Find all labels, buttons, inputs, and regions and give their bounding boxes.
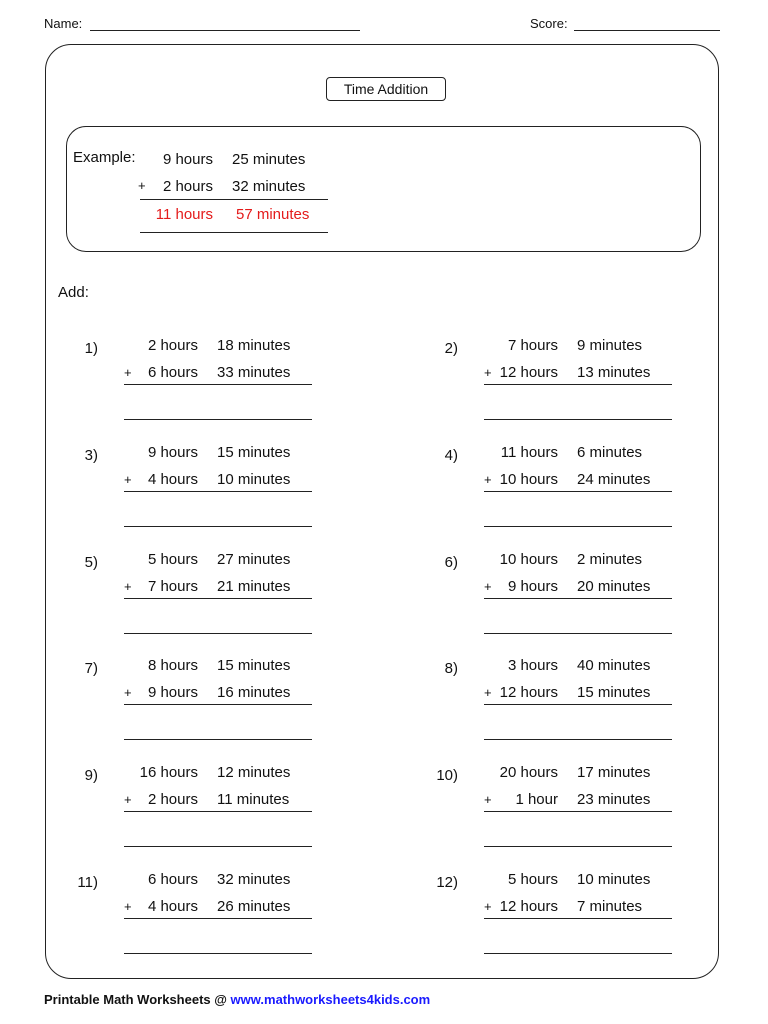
problem-row1-minutes: 18 minutes: [217, 337, 291, 354]
example-row2-minutes: 32 minutes: [232, 178, 306, 195]
problem-row2-hours: 7 hours: [147, 578, 198, 595]
plus-sign: +: [484, 472, 492, 487]
answer-line[interactable]: [124, 739, 312, 740]
example-answer-line: [140, 232, 328, 233]
problem-row1-hours: 16 hours: [139, 764, 198, 781]
plus-sign: +: [124, 579, 132, 594]
plus-sign: +: [124, 472, 132, 487]
worksheet-title: Time Addition: [326, 77, 446, 101]
problem-row1-hours: 5 hours: [507, 871, 558, 888]
problem-row2-hours: 10 hours: [499, 471, 558, 488]
add-label: Add:: [58, 284, 89, 301]
problem-row2-minutes: 13 minutes: [577, 364, 651, 381]
problem-row1-minutes: 2 minutes: [577, 551, 643, 568]
sum-line: [484, 384, 672, 385]
problem-row2-minutes: 11 minutes: [217, 791, 290, 808]
problem-row2-hours: 9 hours: [507, 578, 558, 595]
problem-row1-minutes: 15 minutes: [217, 657, 291, 674]
problem-row1-hours: 7 hours: [507, 337, 558, 354]
problem-row1-minutes: 40 minutes: [577, 657, 651, 674]
problem-row1-minutes: 17 minutes: [577, 764, 651, 781]
example-sum-line: [140, 199, 328, 200]
problem-row2-minutes: 23 minutes: [577, 791, 651, 808]
answer-line[interactable]: [484, 953, 672, 954]
problem-row1-minutes: 12 minutes: [217, 764, 291, 781]
score-line[interactable]: [574, 30, 720, 31]
example-plus-sign: +: [138, 178, 146, 193]
plus-sign: +: [124, 899, 132, 914]
score-label: Score:: [530, 16, 568, 31]
problem-row2-hours: 6 hours: [147, 364, 198, 381]
plus-sign: +: [124, 365, 132, 380]
problem-row1-hours: 5 hours: [147, 551, 198, 568]
plus-sign: +: [484, 579, 492, 594]
problem-row1-hours: 8 hours: [147, 657, 198, 674]
problem-row2-hours: 12 hours: [499, 364, 558, 381]
problem-row1-hours: 11 hours: [500, 444, 558, 461]
sum-line: [124, 491, 312, 492]
footer: [44, 992, 430, 1007]
answer-line[interactable]: [124, 419, 312, 420]
sum-line: [484, 704, 672, 705]
problem-row1-minutes: 6 minutes: [577, 444, 643, 461]
answer-line[interactable]: [484, 526, 672, 527]
sum-line: [484, 491, 672, 492]
plus-sign: +: [484, 365, 492, 380]
answer-line[interactable]: [124, 953, 312, 954]
plus-sign: +: [124, 792, 132, 807]
answer-line[interactable]: [124, 526, 312, 527]
example-answer-hours: 11 hours: [155, 206, 213, 223]
problem-row2-minutes: 33 minutes: [217, 364, 291, 381]
problem-number: 8): [444, 660, 458, 677]
problem-row1-hours: 3 hours: [507, 657, 558, 674]
problem-number: 3): [84, 447, 98, 464]
plus-sign: +: [484, 792, 492, 807]
problem-number: 9): [84, 767, 98, 784]
problem-row2-hours: 4 hours: [147, 471, 198, 488]
plus-sign: +: [124, 685, 132, 700]
problem-row2-hours: 12 hours: [499, 684, 558, 701]
problem-row1-hours: 9 hours: [147, 444, 198, 461]
sum-line: [484, 918, 672, 919]
problem-number: 7): [84, 660, 98, 677]
problem-number: 2): [444, 340, 458, 357]
problem-row1-hours: 20 hours: [499, 764, 558, 781]
problem-row2-minutes: 7 minutes: [577, 898, 643, 915]
sum-line: [484, 598, 672, 599]
example-row1-hours: 9 hours: [162, 151, 213, 168]
answer-line[interactable]: [484, 846, 672, 847]
example-row2-hours: 2 hours: [162, 178, 213, 195]
answer-line[interactable]: [484, 739, 672, 740]
answer-line[interactable]: [484, 419, 672, 420]
example-row1-minutes: 25 minutes: [232, 151, 306, 168]
name-label: Name:: [44, 16, 83, 31]
footer-url-link[interactable]: www.mathworksheets4kids.com: [230, 992, 431, 1007]
answer-line[interactable]: [484, 633, 672, 634]
problem-number: 1): [84, 340, 98, 357]
sum-line: [484, 811, 672, 812]
problem-row2-hours: 4 hours: [147, 898, 198, 915]
name-line[interactable]: [90, 30, 360, 31]
problem-row1-minutes: 9 minutes: [577, 337, 643, 354]
problem-row2-hours: 2 hours: [147, 791, 198, 808]
problem-row2-minutes: 21 minutes: [217, 578, 291, 595]
problem-row1-minutes: 27 minutes: [217, 551, 291, 568]
sum-line: [124, 704, 312, 705]
problem-row2-minutes: 24 minutes: [577, 471, 651, 488]
problem-row1-hours: 6 hours: [147, 871, 198, 888]
plus-sign: +: [484, 899, 492, 914]
footer-prefix: Printable Math Worksheets @: [44, 992, 231, 1007]
problem-number: 11): [77, 874, 98, 891]
sum-line: [124, 811, 312, 812]
problem-row1-hours: 10 hours: [499, 551, 558, 568]
answer-line[interactable]: [124, 846, 312, 847]
sum-line: [124, 598, 312, 599]
problem-row2-minutes: 26 minutes: [217, 898, 291, 915]
problem-row1-minutes: 10 minutes: [577, 871, 651, 888]
problem-number: 5): [84, 554, 98, 571]
sum-line: [124, 384, 312, 385]
example-label: Example:: [73, 149, 136, 166]
problem-number: 4): [444, 447, 458, 464]
problem-row2-minutes: 15 minutes: [577, 684, 651, 701]
plus-sign: +: [484, 685, 492, 700]
problem-row2-hours: 9 hours: [147, 684, 198, 701]
problem-number: 10): [436, 767, 458, 784]
problem-number: 6): [444, 554, 458, 571]
problem-row2-minutes: 10 minutes: [217, 471, 291, 488]
problem-row2-hours: 12 hours: [499, 898, 558, 915]
problem-row1-minutes: 32 minutes: [217, 871, 291, 888]
problem-row2-minutes: 16 minutes: [217, 684, 291, 701]
sum-line: [124, 918, 312, 919]
answer-line[interactable]: [124, 633, 312, 634]
problem-number: 12): [436, 874, 458, 891]
problem-row2-hours: 1 hour: [515, 791, 558, 808]
problem-row2-minutes: 20 minutes: [577, 578, 651, 595]
problem-row1-minutes: 15 minutes: [217, 444, 291, 461]
example-answer-minutes: 57 minutes: [236, 206, 310, 223]
problem-row1-hours: 2 hours: [147, 337, 198, 354]
